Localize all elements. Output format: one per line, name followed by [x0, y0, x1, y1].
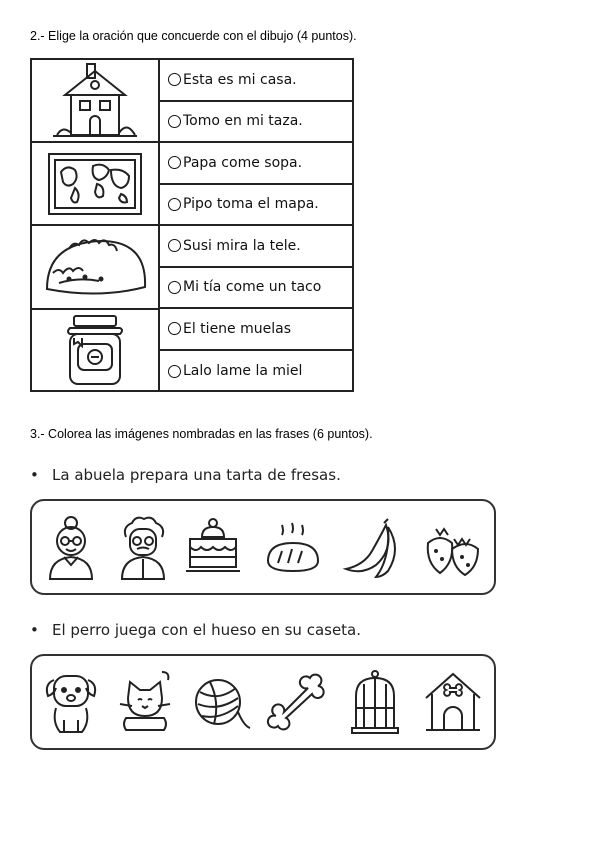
house-icon — [47, 61, 143, 141]
option-text: Tomo en mi taza. — [183, 113, 303, 130]
radio-circle[interactable] — [168, 156, 181, 169]
option-1[interactable] — [160, 60, 352, 102]
option-text: Pipo toma el mapa. — [183, 196, 319, 213]
house-picture-cell — [32, 60, 158, 143]
sentence-2-text: El perro juega con el hueso en su caseta. — [52, 621, 362, 639]
option-8[interactable] — [160, 351, 352, 393]
option-text: Mi tía come un taco — [183, 279, 322, 296]
option-7[interactable] — [160, 309, 352, 351]
option-5[interactable] — [160, 226, 352, 268]
bullet: • — [30, 621, 39, 639]
picture-row-1 — [30, 499, 496, 595]
option-4[interactable] — [160, 185, 352, 227]
bread-icon[interactable] — [262, 513, 324, 581]
cake-icon[interactable] — [182, 513, 244, 581]
taco-picture-cell — [32, 226, 158, 310]
sentence-1-text: La abuela prepara una tarta de fresas. — [52, 466, 341, 484]
doghouse-icon[interactable] — [422, 668, 484, 736]
option-text: Esta es mi casa. — [183, 71, 297, 88]
honey-picture-cell — [32, 310, 158, 392]
radio-circle[interactable] — [168, 365, 181, 378]
birdcage-icon[interactable] — [344, 668, 406, 736]
bullet: • — [30, 466, 39, 484]
bone-icon[interactable] — [266, 668, 328, 736]
option-2[interactable] — [160, 102, 352, 144]
radio-circle[interactable] — [168, 73, 181, 86]
grandfather-icon[interactable] — [112, 513, 174, 581]
question-3-title: 3.- Colorea las imágenes nombradas en las frases (6 puntos). — [30, 427, 373, 441]
matching-table — [30, 58, 354, 392]
sentence-1 — [30, 466, 341, 484]
map-picture-cell — [32, 143, 158, 226]
question-2-title: 2.- Elige la oración que concuerde con el dibujo (4 puntos). — [30, 29, 357, 43]
option-3[interactable] — [160, 143, 352, 185]
cat-icon[interactable] — [114, 668, 176, 736]
radio-circle[interactable] — [168, 322, 181, 335]
honey-jar-icon — [60, 312, 130, 388]
option-text: Susi mira la tele. — [183, 237, 301, 254]
taco-icon — [39, 229, 151, 305]
radio-circle[interactable] — [168, 198, 181, 211]
picture-row-2 — [30, 654, 496, 750]
strawberries-icon[interactable] — [420, 513, 482, 581]
radio-circle[interactable] — [168, 281, 181, 294]
map-icon — [45, 150, 145, 218]
radio-circle[interactable] — [168, 115, 181, 128]
sentence-2 — [30, 621, 361, 639]
radio-circle[interactable] — [168, 239, 181, 252]
option-6[interactable] — [160, 268, 352, 310]
option-text: Papa come sopa. — [183, 154, 303, 171]
yarn-ball-icon[interactable] — [190, 668, 252, 736]
bananas-icon[interactable] — [340, 513, 402, 581]
option-text: Lalo lame la miel — [183, 363, 303, 380]
dog-icon[interactable] — [40, 668, 102, 736]
option-text: El tiene muelas — [183, 320, 292, 337]
grandmother-icon[interactable] — [40, 513, 102, 581]
